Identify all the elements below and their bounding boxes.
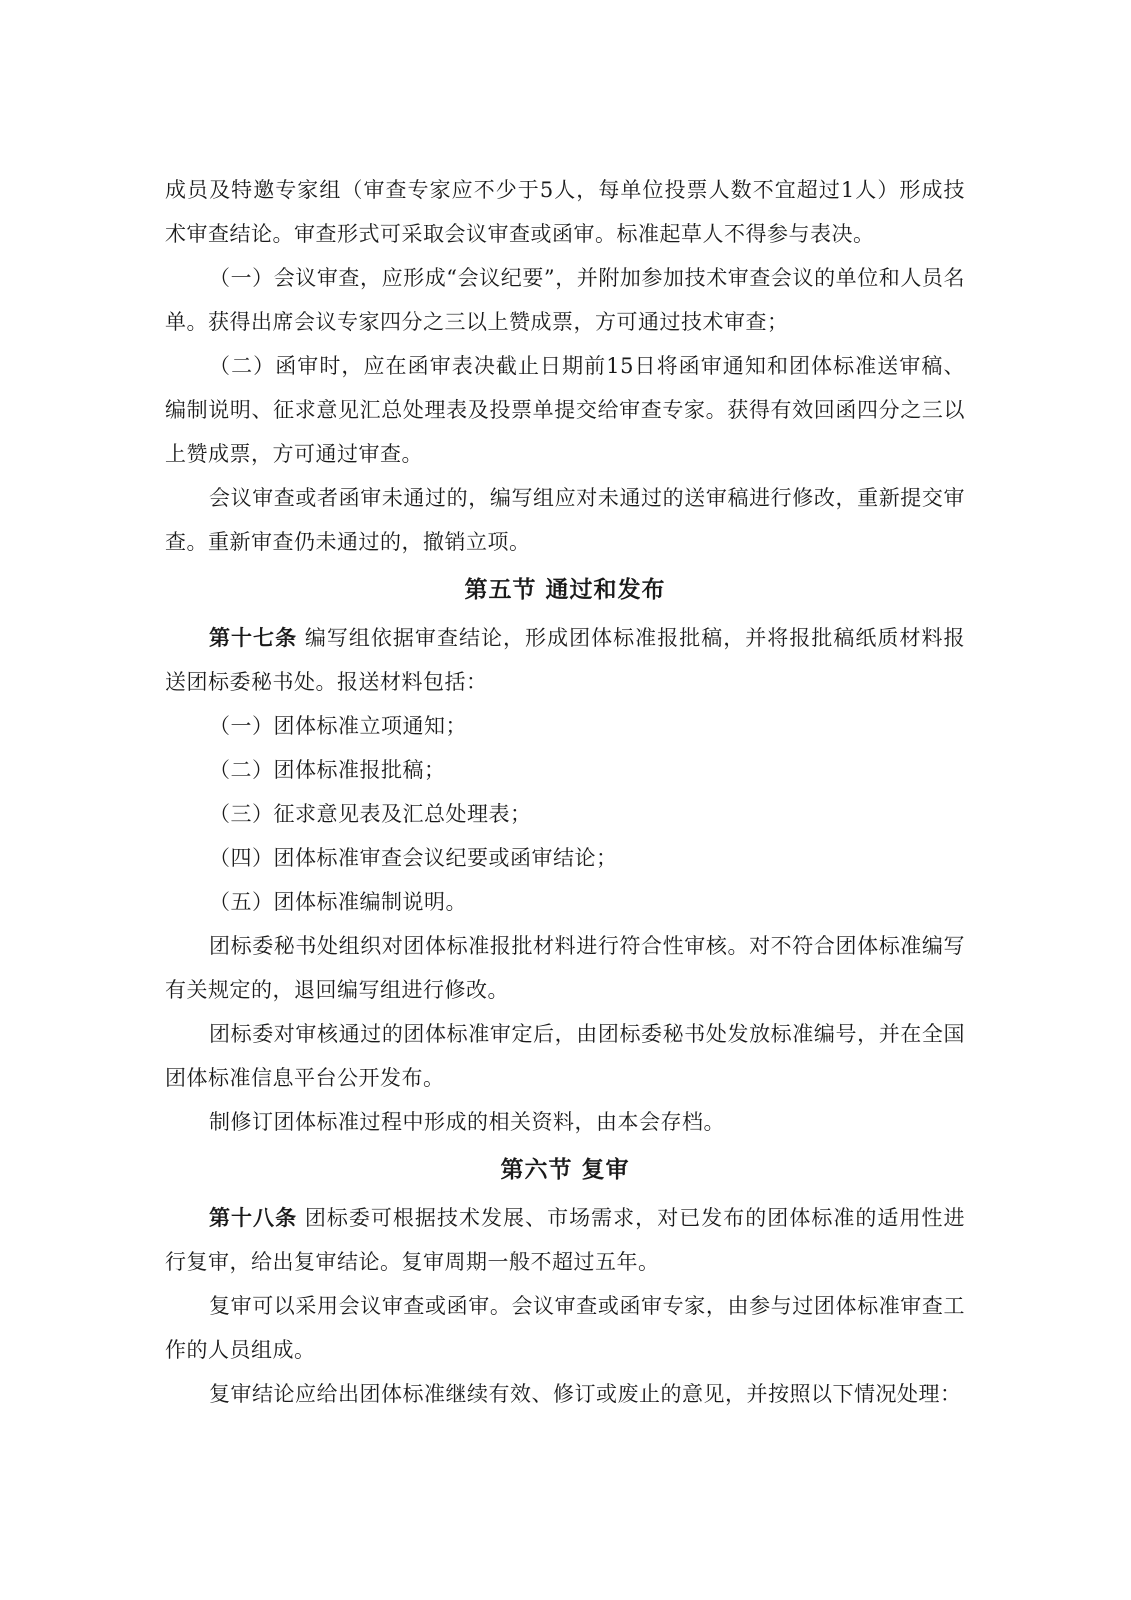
- section-heading-re-review: 第六节 复审: [500, 1157, 630, 1183]
- paragraph-review-failed: 会议审查或者函审未通过的，编写组应对未通过的送审稿进行修改，重新提交审查。重新审查仍未通过的，撤销立项。: [165, 486, 965, 554]
- paragraph-letter-review: （二）函审时，应在函审表决截止日期前15日将函审通知和团体标准送审稿、编制说明、征求意见汇总处理表及投票单提交给审查专家。获得有效回函四分之三以上赞成票，方可通过审查。: [165, 354, 965, 466]
- document-body: [165, 168, 965, 1416]
- list-item: （五）团体标准编制说明。: [209, 890, 467, 914]
- article-18-text: 团标委可根据技术发展、市场需求，对已发布的团体标准的适用性进行复审，给出复审结论。复审周期一般不超过五年。: [165, 1206, 966, 1274]
- paragraph-compliance-review: 团标委秘书处组织对团体标准报批材料进行符合性审核。对不符合团体标准编写有关规定的，退回编写组进行修改。: [165, 934, 965, 1002]
- paragraph-review-panel: 成员及特邀专家组（审查专家应不少于5人，每单位投票人数不宜超过1人）形成技术审查结论。审查形式可采取会议审查或函审。标准起草人不得参与表决。: [165, 178, 965, 246]
- paragraph-meeting-review: （一）会议审查，应形成“会议纪要”，并附加参加技术审查会议的单位和人员名单。获得出席会议专家四分之三以上赞成票，方可通过技术审查；: [165, 266, 965, 334]
- article-18-label: 第十八条: [209, 1206, 298, 1230]
- paragraph-archive: 制修订团体标准过程中形成的相关资料，由本会存档。: [209, 1110, 725, 1134]
- article-17: [165, 616, 965, 704]
- paragraph-re-review-conclusion: 复审结论应给出团体标准继续有效、修订或废止的意见，并按照以下情况处理：: [209, 1382, 962, 1406]
- list-item: （一）团体标准立项通知；: [209, 714, 467, 738]
- paragraph-publish: 团标委对审核通过的团体标准审定后，由团标委秘书处发放标准编号，并在全国团体标准信息平台公开发布。: [165, 1022, 965, 1090]
- paragraph-re-review-method: 复审可以采用会议审查或函审。会议审查或函审专家，由参与过团体标准审查工作的人员组成。: [165, 1294, 965, 1362]
- article-17-text: 编写组依据审查结论，形成团体标准报批稿，并将报批稿纸质材料报送团标委秘书处。报送材料包括：: [165, 626, 966, 694]
- section-heading-approval-release: 第五节 通过和发布: [464, 577, 666, 603]
- article-18: [165, 1196, 965, 1284]
- article-17-label: 第十七条: [209, 626, 298, 650]
- list-item: （二）团体标准报批稿；: [209, 758, 446, 782]
- list-item: （四）团体标准审查会议纪要或函审结论；: [209, 846, 618, 870]
- list-item: （三）征求意见表及汇总处理表；: [209, 802, 532, 826]
